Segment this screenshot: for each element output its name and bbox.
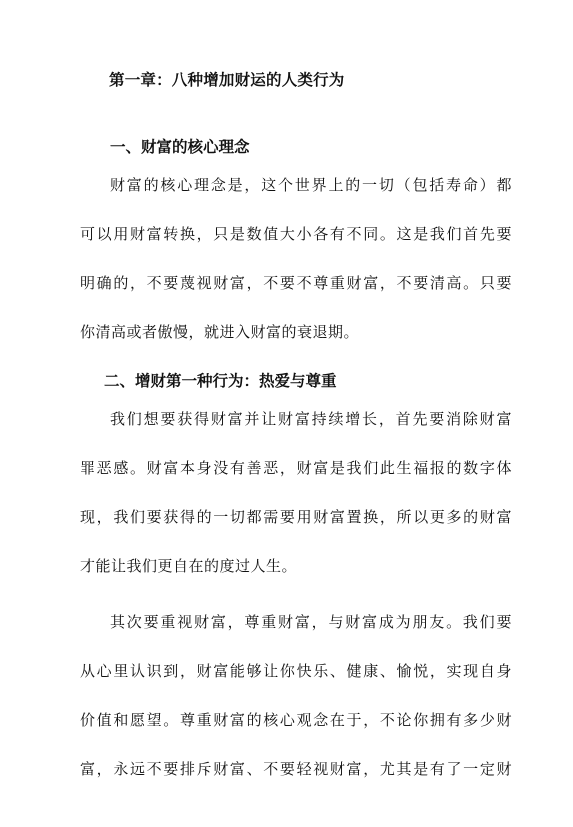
paragraph-line: 富，永远不要排斥财富、不要轻视财富，尤其是有了一定财 — [80, 760, 512, 778]
paragraph-line: 我们想要获得财富并让财富持续增长，首先要消除财富 — [110, 410, 512, 428]
chapter-title: 第一章：八种增加财运的人类行为 — [109, 71, 345, 89]
section-heading-2: 二、增财第一种行为：热爱与尊重 — [104, 372, 337, 390]
paragraph-line: 现，我们要获得的一切都需要用财富置换，所以更多的财富 — [80, 508, 512, 526]
paragraph-line: 你清高或者傲慢，就进入财富的衰退期。 — [80, 323, 360, 341]
paragraph-line: 可以用财富转换，只是数值大小各有不同。这是我们首先要 — [80, 225, 512, 243]
paragraph-line: 其次要重视财富，尊重财富，与财富成为朋友。我们要 — [110, 613, 512, 631]
section-heading-1: 一、财富的核心理念 — [110, 138, 250, 156]
paragraph-core-concept — [80, 161, 512, 357]
paragraph-line: 明确的，不要蔑视财富，不要不尊重财富，不要清高。只要 — [80, 274, 512, 292]
paragraph-line: 财富的核心理念是，这个世界上的一切（包括寿命）都 — [110, 176, 512, 194]
paragraph-line: 价值和愿望。尊重财富的核心观念在于，不论你拥有多少财 — [80, 711, 512, 729]
paragraph-line: 罪恶感。财富本身没有善恶，财富是我们此生福报的数字体 — [80, 459, 512, 477]
paragraph-line: 从心里认识到，财富能够让你快乐、健康、愉悦，实现自身 — [80, 662, 512, 680]
paragraph-respect-wealth — [80, 598, 512, 794]
paragraph-remove-guilt — [80, 395, 512, 591]
paragraph-line: 才能让我们更自在的度过人生。 — [80, 557, 298, 575]
